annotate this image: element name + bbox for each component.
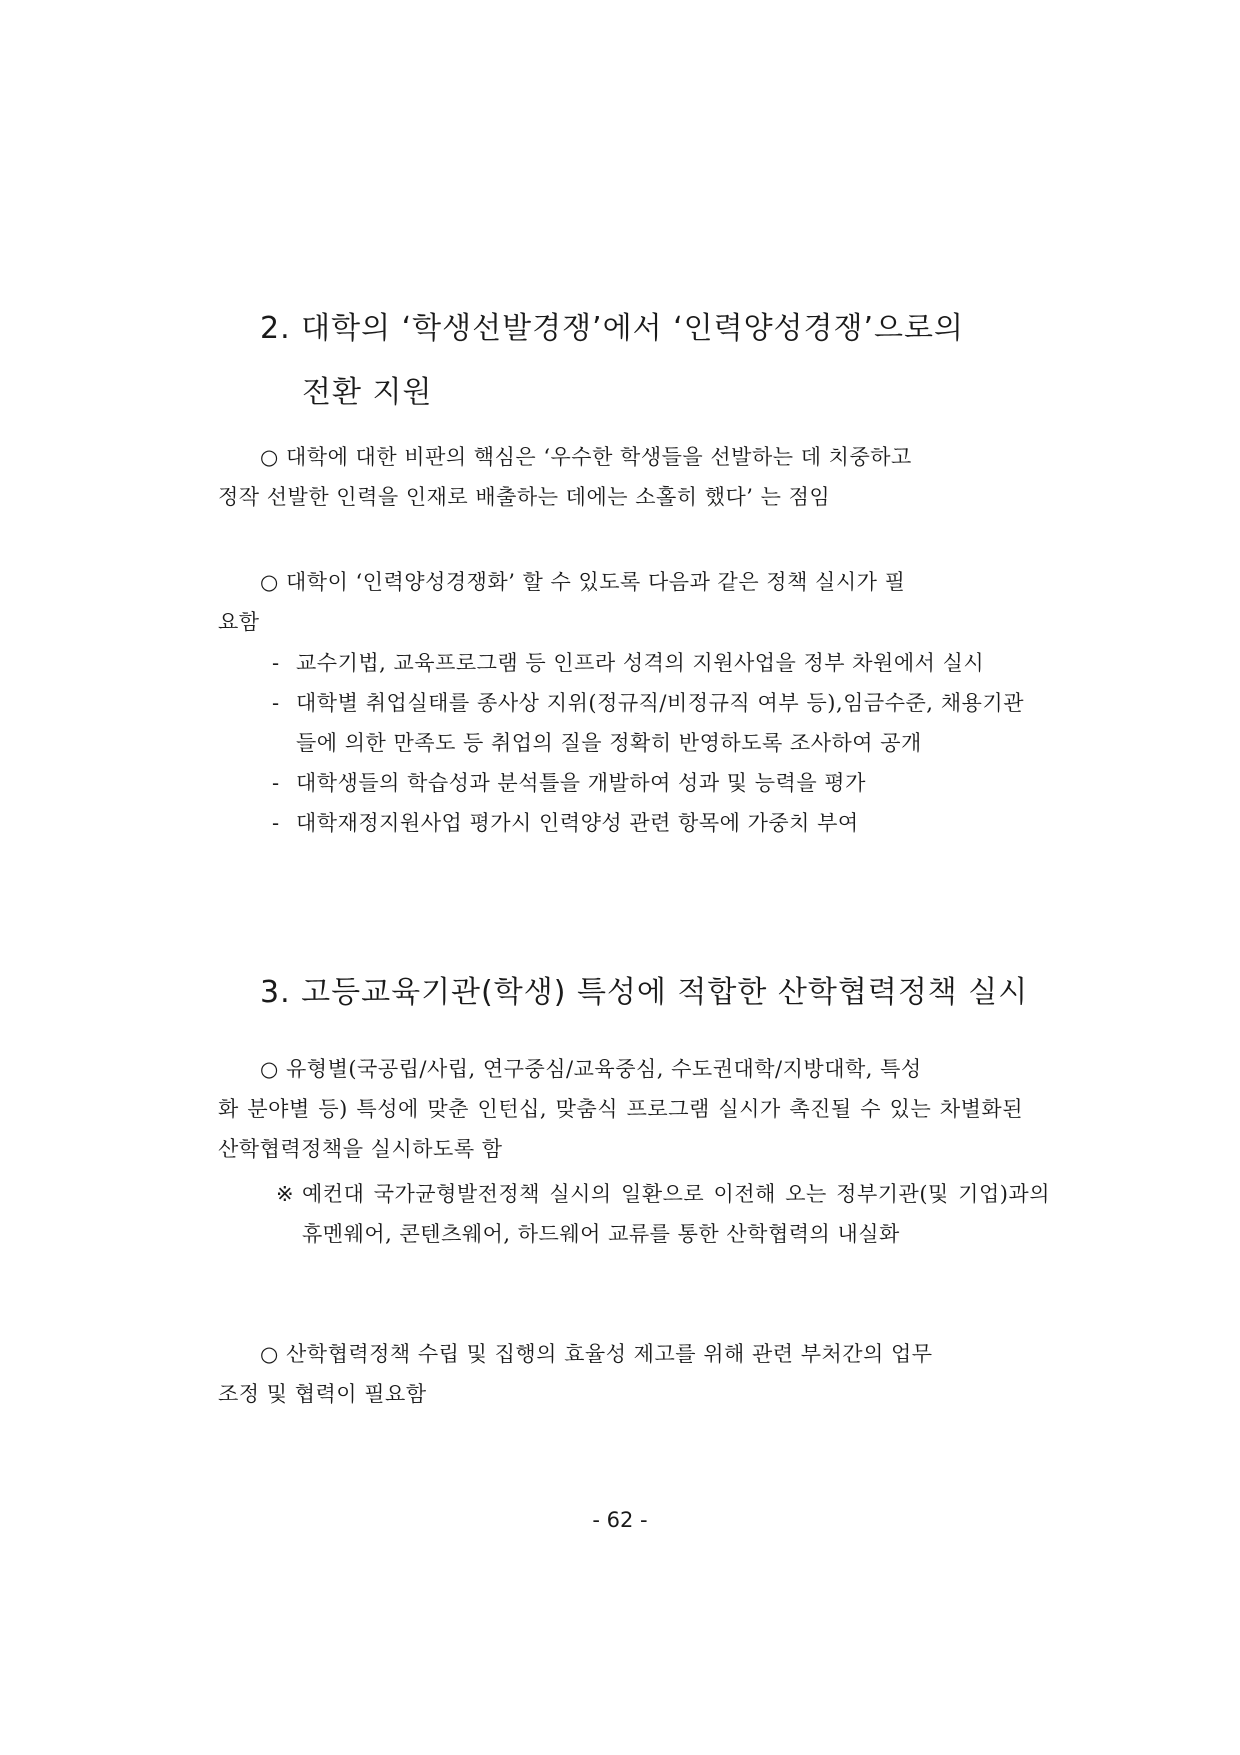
page-number: - 62 -	[592, 1508, 648, 1532]
list-item	[272, 763, 1024, 803]
reference-mark: ※	[276, 1182, 295, 1206]
paragraph-rest: 요함	[218, 610, 260, 634]
list-item-text: 교수기법, 교육프로그램 등 인프라 성격의 지원사업을 정부 차원에서 실시	[296, 651, 985, 675]
paragraph-rest: 조정 및 협력이 필요함	[218, 1382, 427, 1406]
paragraph-first-line: ○ 대학에 대한 비판의 핵심은 ‘우수한 학생들을 선발하는 데 치중하고	[260, 445, 912, 469]
list-item-text: 대학생들의 학습성과 분석틀을 개발하여 성과 및 능력을 평가	[296, 771, 866, 795]
section-3-heading: 3. 고등교육기관(학생) 특성에 적합한 산학협력정책 실시	[260, 975, 1029, 1010]
dash-marker: -	[272, 691, 280, 715]
section-2-bullet-list	[272, 643, 1024, 843]
list-item	[272, 803, 1024, 843]
paragraph-first-line: ○ 산학협력정책 수립 및 집행의 효율성 제고를 위해 관련 부처간의 업무	[260, 1342, 933, 1366]
list-item-text: 대학재정지원사업 평가시 인력양성 관련 항목에 가중치 부여	[296, 811, 859, 835]
section-2-paragraph-2	[218, 562, 1023, 642]
list-item	[272, 643, 1024, 683]
paragraph-first-line: ○ 유형별(국공립/사립, 연구중심/교육중심, 수도권대학/지방대학, 특성	[260, 1057, 922, 1081]
paragraph-rest: 화 분야별 등) 특성에 맞춘 인턴십, 맞춤식 프로그램 실시가 촉진될 수 있는 차별화된 산학협력정책을 실시하도록 함	[218, 1097, 1023, 1161]
list-item	[272, 683, 1024, 763]
paragraph-rest: 정작 선발한 인력을 인재로 배출하는 데에는 소홀히 했다’ 는 점임	[218, 485, 831, 509]
section-2-heading	[260, 303, 964, 411]
list-item-text: 대학별 취업실태를 종사상 지위(정규직/비정규직 여부 등),임금수준, 채용기관들에 의한 만족도 등 취업의 질을 정확히 반영하도록 조사하여 공개	[296, 691, 1024, 755]
section-3-paragraph-1	[218, 1049, 1023, 1169]
section-3-note	[276, 1174, 1050, 1254]
section-2-heading-line2: 전환 지원	[302, 375, 433, 410]
dash-marker: -	[272, 811, 280, 835]
dash-marker: -	[272, 771, 280, 795]
section-2-heading-line1: 2. 대학의 ‘학생선발경쟁’에서 ‘인력양성경쟁’으로의	[260, 311, 964, 346]
note-text: 예컨대 국가균형발전정책 실시의 일환으로 이전해 오는 정부기관(및 기업)과의 휴멘웨어, 콘텐츠웨어, 하드웨어 교류를 통한 산학협력의 내실화	[302, 1182, 1050, 1246]
section-2-paragraph-1	[218, 437, 1023, 517]
paragraph-first-line: ○ 대학이 ‘인력양성경쟁화’ 할 수 있도록 다음과 같은 정책 실시가 필	[260, 570, 906, 594]
dash-marker: -	[272, 651, 280, 675]
section-3-paragraph-2	[218, 1334, 1023, 1414]
